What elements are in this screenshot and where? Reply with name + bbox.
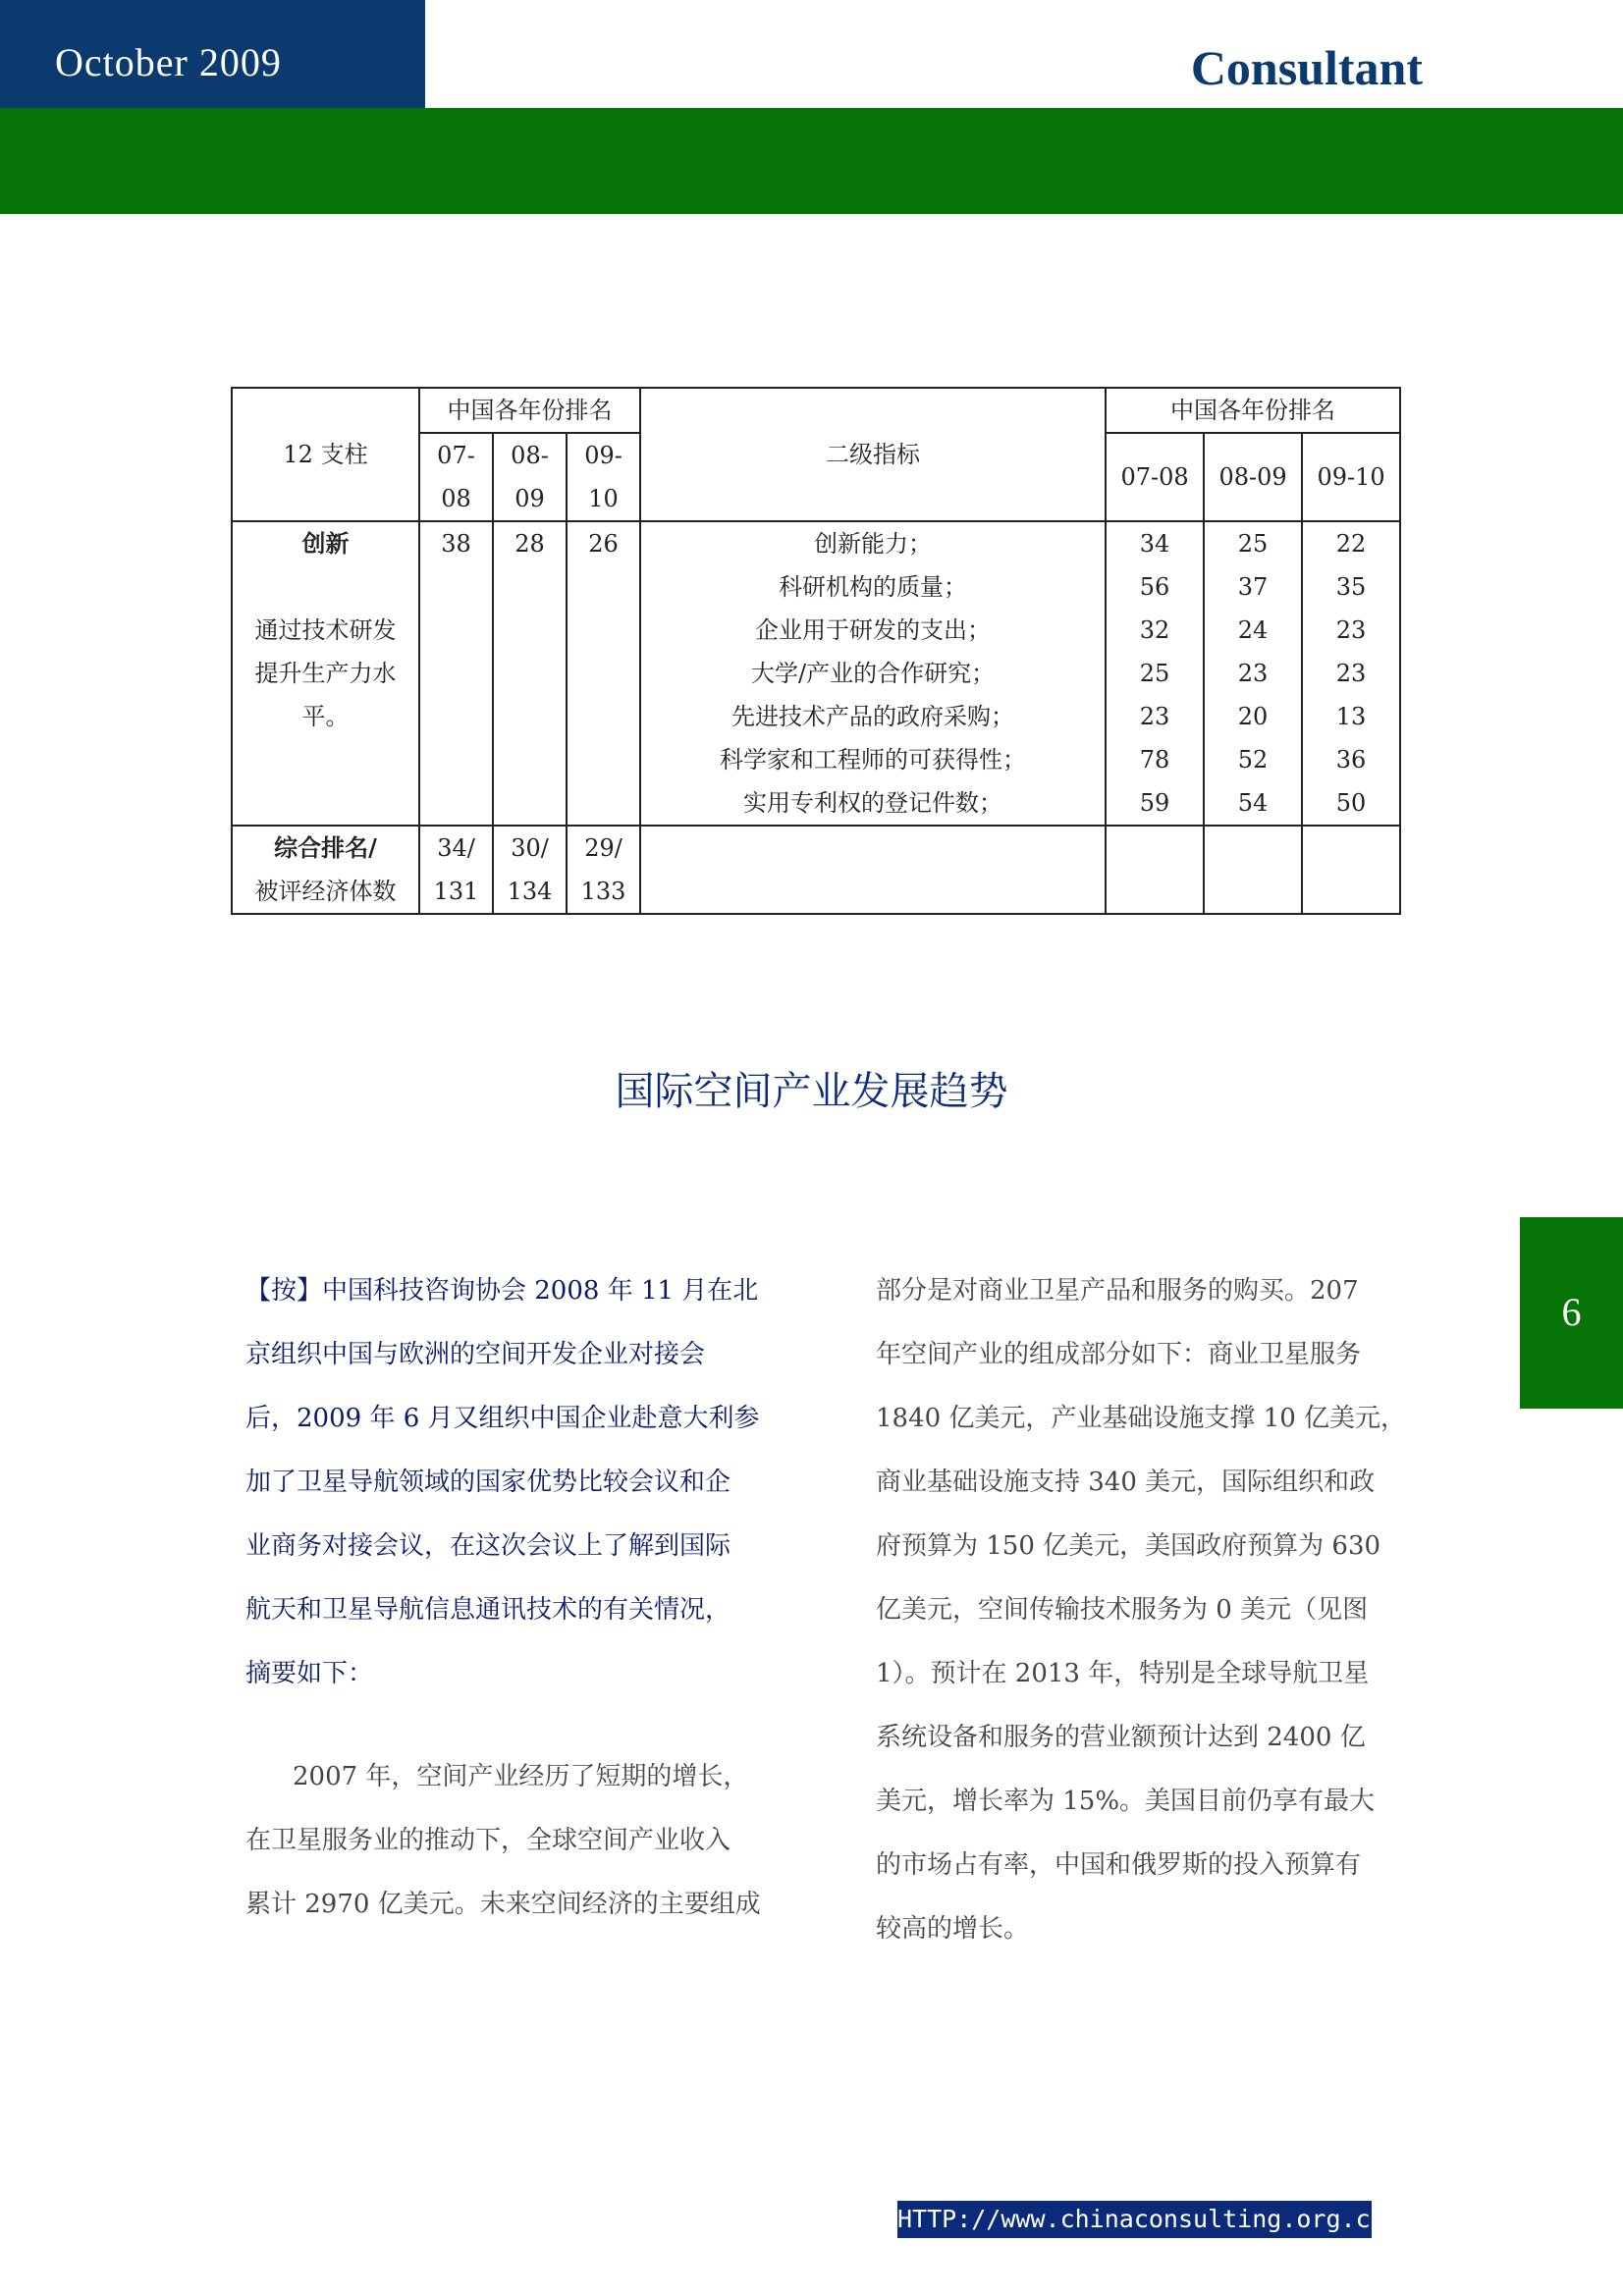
pillar-description-line: 通过技术研发 bbox=[254, 616, 397, 644]
empty-cell bbox=[1302, 826, 1400, 914]
body-line: 府预算为 150 亿美元，美国政府预算为 630 bbox=[876, 1531, 1381, 1561]
year-header: 08-09 bbox=[1204, 433, 1302, 521]
pillar-description-line: 平。 bbox=[301, 703, 350, 730]
pillar-description-line: 提升生产力水 bbox=[254, 660, 397, 687]
indicator-header: 二级指标 bbox=[640, 388, 1106, 521]
rank-group-header-right: 中国各年份排名 bbox=[1106, 388, 1400, 433]
editor-note-line: 业商务对接会议，在这次会议上了解到国际 bbox=[245, 1531, 731, 1561]
year-header: 09- 10 bbox=[567, 433, 640, 521]
article-right-column bbox=[876, 1259, 1422, 1961]
empty-cell bbox=[1204, 826, 1302, 914]
editor-note-line: 【按】中国科技咨询协会 2008 年 11 月在北 bbox=[245, 1276, 759, 1306]
pillar-cell bbox=[232, 521, 419, 826]
issue-date: October 2009 bbox=[55, 40, 282, 84]
indicator-name: 科研机构的质量； bbox=[779, 573, 968, 601]
body-line: 部分是对商业卫星产品和服务的购买。207 bbox=[876, 1276, 1359, 1306]
empty-cell bbox=[1106, 826, 1204, 914]
body-line: 美元，增长率为 15%。美国目前仍享有最大 bbox=[876, 1787, 1376, 1816]
editor-note-line: 航天和卫星导航信息通讯技术的有关情况， bbox=[245, 1595, 731, 1625]
indicator-name: 实用专利权的登记件数； bbox=[743, 789, 1003, 817]
pillar-rank: 38 bbox=[419, 521, 493, 826]
ranking-table bbox=[231, 387, 1401, 915]
indicator-name: 科学家和工程师的可获得性； bbox=[720, 746, 1027, 774]
body-line: 较高的增长。 bbox=[876, 1914, 1030, 1944]
publication-name: Consultant bbox=[1190, 40, 1423, 95]
body-line: 商业基础设施支持 340 美元，国际组织和政 bbox=[876, 1468, 1376, 1497]
pillar-header: 12 支柱 bbox=[232, 388, 419, 521]
editor-note-line: 摘要如下： bbox=[245, 1659, 374, 1688]
indicator-name: 先进技术产品的政府采购； bbox=[731, 703, 1015, 730]
indicator-rank-column: 22 35 23 23 13 36 50 bbox=[1302, 521, 1400, 826]
page-number: 6 bbox=[1561, 1290, 1582, 1334]
overall-rank: 29/ 133 bbox=[567, 826, 640, 914]
empty-cell bbox=[640, 826, 1106, 914]
pillar-rank: 26 bbox=[567, 521, 640, 826]
pillar-name: 创新 bbox=[301, 529, 350, 558]
editor-note-line: 京组织中国与欧洲的空间开发企业对接会 bbox=[245, 1340, 706, 1369]
body-line: 年空间产业的组成部分如下：商业卫星服务 bbox=[876, 1340, 1362, 1369]
year-header: 07- 08 bbox=[419, 433, 493, 521]
year-header: 08- 09 bbox=[493, 433, 567, 521]
rank-group-header: 中国各年份排名 bbox=[419, 388, 640, 433]
overall-rank: 30/ 134 bbox=[493, 826, 567, 914]
body-line: 亿美元，空间传输技术服务为 0 美元（见图 bbox=[876, 1595, 1369, 1625]
body-line: 累计 2970 亿美元。未来空间经济的主要组成 bbox=[245, 1890, 761, 1919]
footer-website-link[interactable]: HTTP://www.chinaconsulting.org.cn bbox=[897, 2201, 1372, 2238]
body-line: 1840 亿美元，产业基础设施支撑 10 亿美元， bbox=[876, 1404, 1407, 1433]
body-line: 的市场占有率，中国和俄罗斯的投入预算有 bbox=[876, 1850, 1362, 1880]
editor-note-line: 后，2009 年 6 月又组织中国企业赴意大利参 bbox=[245, 1404, 760, 1433]
body-line: 系统设备和服务的营业额预计达到 2400 亿 bbox=[876, 1723, 1366, 1752]
indicator-name: 大学/产业的合作研究； bbox=[750, 660, 996, 687]
year-header: 07-08 bbox=[1106, 433, 1204, 521]
editor-note-line: 加了卫星导航领域的国家优势比较会议和企 bbox=[245, 1468, 731, 1497]
indicator-rank-column: 25 37 24 23 20 52 54 bbox=[1204, 521, 1302, 826]
article-left-column bbox=[245, 1259, 791, 1937]
indicator-name: 创新能力； bbox=[814, 530, 933, 558]
overall-rank: 34/ 131 bbox=[419, 826, 493, 914]
body-line: 1）。预计在 2013 年，特别是全球导航卫星 bbox=[876, 1659, 1370, 1688]
indicator-rank-column: 34 56 32 25 23 78 59 bbox=[1106, 521, 1204, 826]
year-header: 09-10 bbox=[1302, 433, 1400, 521]
overall-rank-label: 综合排名/ 被评经济体数 bbox=[232, 826, 419, 914]
header-green-bar bbox=[0, 108, 1623, 214]
pillar-rank: 28 bbox=[493, 521, 567, 826]
indicator-list bbox=[640, 521, 1106, 826]
article-title: 国际空间产业发展趋势 bbox=[615, 1069, 1008, 1114]
indicator-name: 企业用于研发的支出； bbox=[755, 616, 992, 644]
body-line: 2007 年，空间产业经历了短期的增长， bbox=[293, 1762, 749, 1791]
body-line: 在卫星服务业的推动下，全球空间产业收入 bbox=[245, 1826, 731, 1855]
